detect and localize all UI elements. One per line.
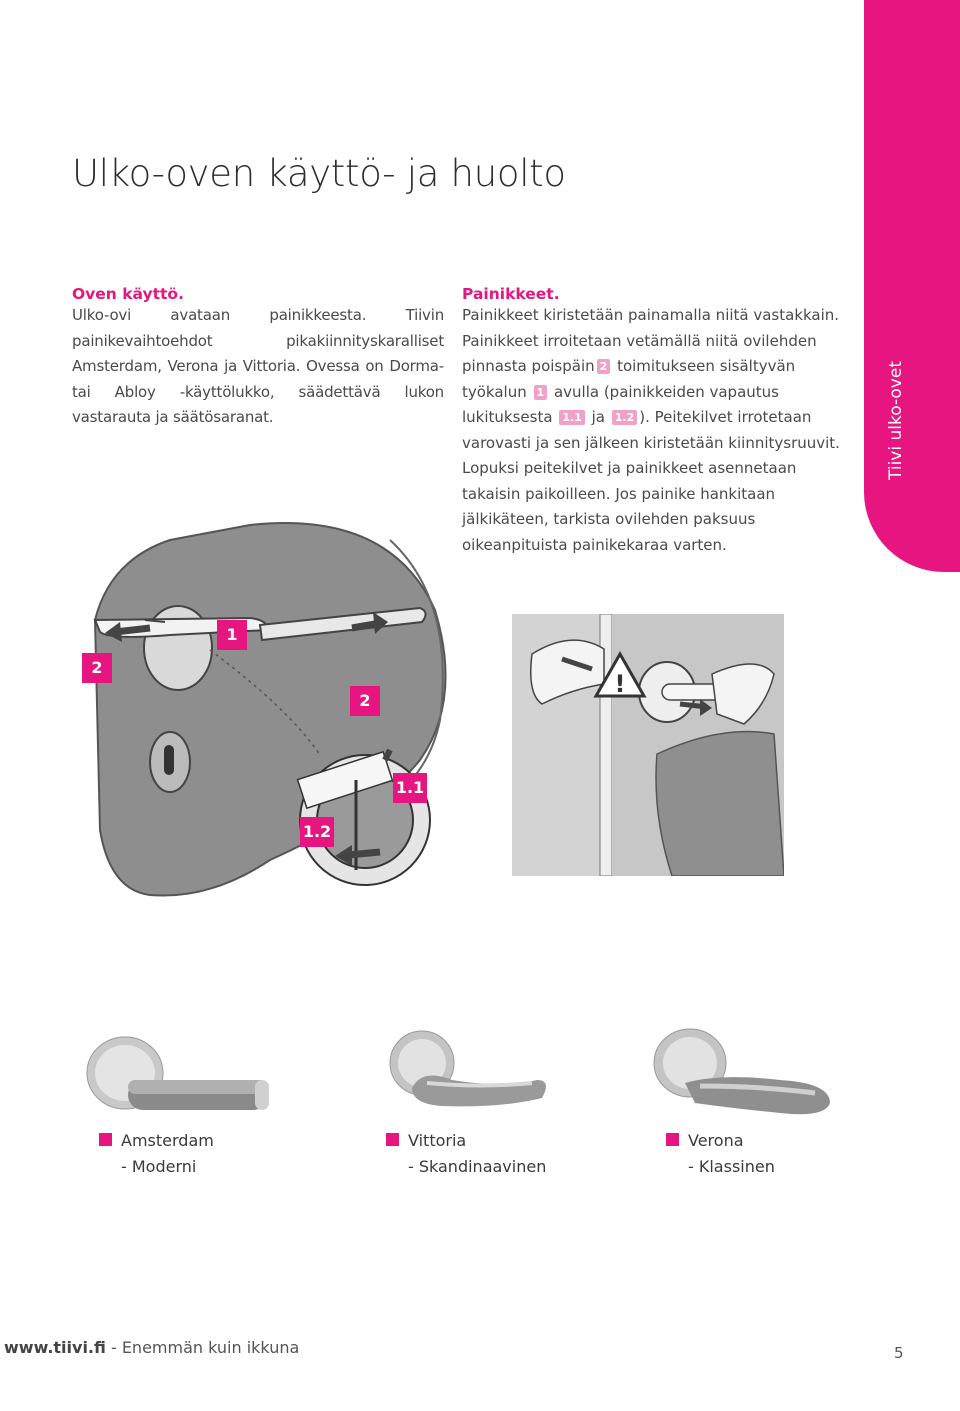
footer	[4, 1338, 299, 1357]
instructions-part-d: ja	[591, 408, 605, 426]
bullet-square-icon	[666, 1133, 679, 1146]
side-tab-label-wrap	[886, 350, 916, 480]
footer-tagline: - Enemmän kuin ikkuna	[105, 1338, 300, 1357]
side-tab-label: Tiivi ulko-ovet	[886, 361, 906, 480]
handle-style: - Klassinen	[688, 1157, 775, 1176]
intro-body: Ulko-ovi avataan painikkeesta. Tiivin painikevaihtoehdot pikakiinnityskaralliset Amsterdam, Verona ja Vittoria. Ovessa on Dorma- tai Abloy -käyttölukko, säädettävä lukon vastarauta ja säätösaranat.	[72, 306, 444, 426]
handle-name: Vittoria	[408, 1131, 467, 1150]
page-number: 5	[894, 1344, 904, 1362]
badge-2: 2	[597, 359, 611, 374]
figure-label-1-1: 1.1	[393, 773, 427, 803]
figure-label-2-left: 2	[82, 653, 112, 683]
handle-caption-vittoria	[408, 1128, 546, 1180]
door-lock-illustration	[90, 500, 450, 920]
instructions-part-e: ). Peitekilvet irrotetaan varovasti ja sen jälkeen kiristetään kiinnitysruuvit. Lopuksi peitekilvet ja painikkeet asennetaan takaisin paikoilleen. Jos painike hankitaan jälkikäteen, tarkista ovilehden paksuus oikeanpituista painikekaraa varten.	[462, 408, 840, 554]
figure-label-2-mid: 2	[350, 686, 380, 716]
instructions-part-a: Painikkeet irroitetaan vetämällä niitä ovilehden pinnasta poispäin	[462, 331, 817, 375]
instructions-section	[462, 285, 842, 558]
instructions-part-c: avulla (painikkeiden vapautus lukituksesta	[462, 382, 779, 426]
handle-style: - Skandinaavinen	[408, 1157, 547, 1176]
figure-label-1: 1	[217, 620, 247, 650]
handle-caption-amsterdam	[121, 1128, 214, 1180]
badge-1-1: 1.1	[559, 410, 585, 425]
handle-style: - Moderni	[121, 1157, 197, 1176]
handle-caption-verona	[688, 1128, 775, 1180]
bullet-square-icon	[386, 1133, 399, 1146]
instructions-part-b: toimitukseen sisältyvän työkalun	[462, 357, 796, 401]
bullet-square-icon	[99, 1133, 112, 1146]
intro-heading: Oven käyttö.	[72, 285, 184, 303]
handle-name: Amsterdam	[121, 1131, 214, 1150]
badge-1-2: 1.2	[612, 410, 638, 425]
footer-url-link[interactable]: www.tiivi.fi	[4, 1338, 106, 1357]
instructions-line1: Painikkeet kiristetään painamalla niitä vastakkain.	[462, 306, 840, 324]
instructions-body	[462, 303, 842, 558]
vittoria-handle-image	[382, 1028, 582, 1128]
page-title: Ulko-oven käyttö- ja huolto	[72, 152, 566, 195]
verona-handle-image	[640, 1028, 840, 1128]
handle-removal-illustration	[512, 614, 784, 876]
intro-section	[72, 285, 444, 431]
amsterdam-handle-image	[80, 1028, 280, 1128]
badge-1: 1	[534, 385, 548, 400]
instructions-heading: Painikkeet.	[462, 285, 560, 303]
svg-text:!: !	[614, 670, 626, 698]
side-tab	[864, 0, 960, 572]
figure-label-1-2: 1.2	[300, 817, 334, 847]
handle-name: Verona	[688, 1131, 744, 1150]
